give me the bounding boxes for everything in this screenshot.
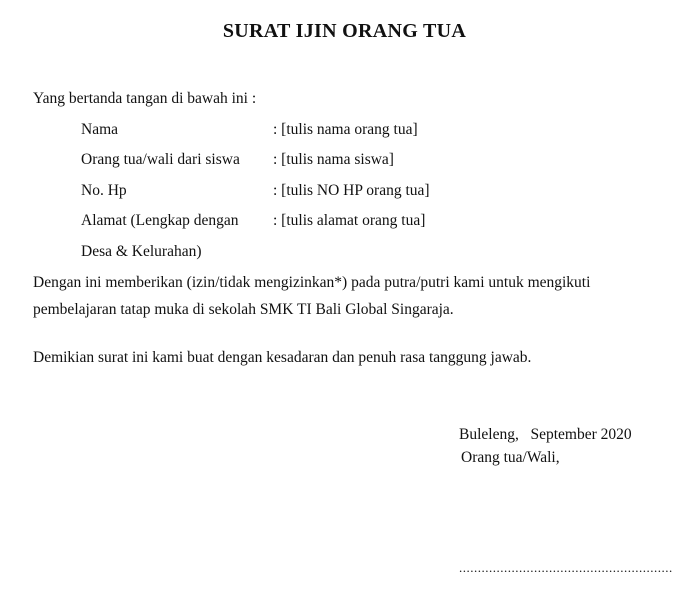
field-label-hp: No. Hp [81, 182, 127, 199]
letter-title: SURAT IJIN ORANG TUA [222, 20, 467, 42]
signer-role: Orang tua/Wali, [461, 449, 560, 466]
field-value-hp: : [tulis NO HP orang tua] [273, 182, 430, 199]
field-label-wali: Orang tua/wali dari siswa [81, 151, 240, 168]
paragraph-permission-line1: Dengan ini memberikan (izin/tidak mengizinkan*) pada putra/putri kami untuk mengikuti [33, 274, 591, 291]
field-label-nama: Nama [81, 121, 119, 138]
field-label-alamat: Alamat (Lengkap dengan [81, 212, 239, 229]
paragraph-permission-line2: pembelajaran tatap muka di sekolah SMK TI Bali Global Singaraja. [33, 301, 454, 318]
field-value-alamat: : [tulis alamat orang tua] [273, 212, 426, 229]
intro-text: Yang bertanda tangan di bawah ini : [33, 90, 257, 107]
field-value-nama: : [tulis nama orang tua] [273, 121, 418, 138]
field-label-alamat-cont: Desa & Kelurahan) [81, 243, 202, 260]
place-date: Buleleng, September 2020 [459, 426, 632, 443]
paragraph-closing: Demikian surat ini kami buat dengan kesadaran dan penuh rasa tanggung jawab. [33, 349, 532, 366]
signature-line: ......................................................... [459, 560, 673, 575]
field-value-wali: : [tulis nama siswa] [273, 151, 394, 168]
